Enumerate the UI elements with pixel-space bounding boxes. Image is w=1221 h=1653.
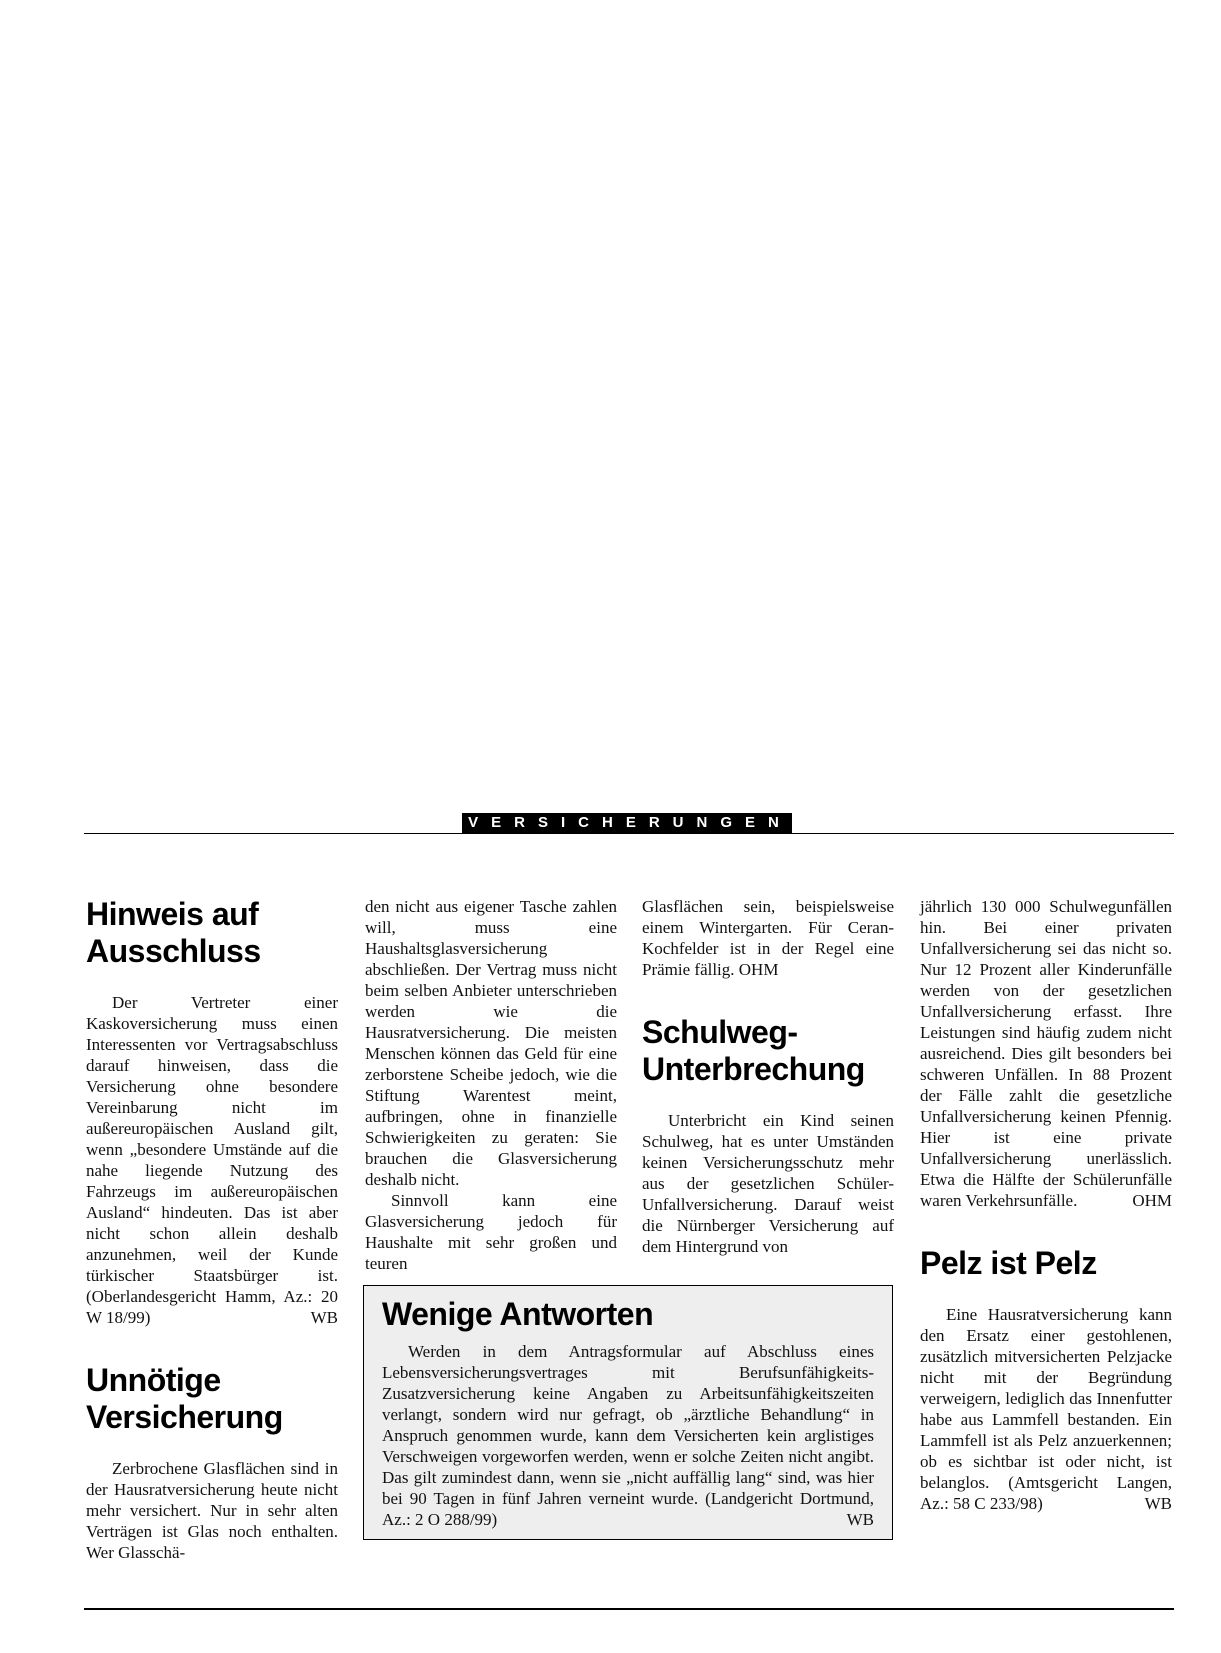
body-schulweg-col3: Unterbricht ein Kind seinen Schulweg, hat es unter Umständen keinen Versicherungsschutz mehr aus der gesetzlichen Schüler-Unfallversicherung. Darauf weist die Nürnberger Versicherung auf dem Hintergrund von bbox=[642, 1111, 894, 1256]
headline-hinweis: Hinweis auf Ausschluss bbox=[86, 896, 261, 969]
body-unnoetig-col1: Zerbrochene Glasflächen sind in der Hausratversicherung heute nicht mehr versichert. Nur in sehr alten Verträgen ist Glas noch enthalten. Wer Glasschä- bbox=[86, 1459, 338, 1562]
section-label: VERSICHERUNGEN bbox=[462, 813, 792, 833]
boxed-article-wenige bbox=[363, 1285, 893, 1540]
headline-schulweg: Schulweg-Unterbrechung bbox=[642, 1014, 865, 1087]
body-schulweg-col4: jährlich 130 000 Schulwegunfällen hin. Bei einer privaten Unfallversicherung sei das nicht so. Nur 12 Prozent aller Kinderunfälle werden von der gesetzlichen Unfallversicherung erfasst. Ihre Leistungen sind häufig zudem nicht ausreichend. Dies gilt besonders bei schweren Unfällen. In 88 Prozent der Fälle zahlt die gesetzliche Unfallversicherung keinen Pfennig. Hier ist eine private Unfallversicherung unerlässlich. Etwa die Hälfte der Schülerunfälle waren Verkehrsunfälle. OHM bbox=[920, 897, 1172, 1210]
body-unnoetig-col2b: Sinnvoll kann eine Glasversicherung jedoch für Haushalte mit sehr großen und teuren bbox=[365, 1191, 617, 1273]
bottom-rule bbox=[84, 1608, 1174, 1610]
body-wenige: Werden in dem Antragsformular auf Abschluss eines Lebensversicherungsvertrages mit Berufsunfähigkeits-Zusatzversicherung keine Angaben zu Arbeitsunfähigkeitszeiten verlangt, sondern wird nur gefragt, ob „ärztliche Behandlung“ in Anspruch genommen wurde, kann dem Versicherten kein arglistiges Verschweigen vorgeworfen werden, wenn er solche Zeiten nicht angibt. Das gilt zumindest dann, wenn sie „nicht auffällig lang“ sind, was hier bei 90 Tagen in fünf Jahren verneint wurde. (Landgericht Dortmund, Az.: 2 O 288/99) WB bbox=[382, 1342, 874, 1529]
headline-pelz: Pelz ist Pelz bbox=[920, 1245, 1097, 1281]
headline-unnoetig: Unnötige Versicherung bbox=[86, 1362, 283, 1435]
column-1 bbox=[86, 896, 338, 1563]
body-hinweis: Der Vertreter einer Kaskoversicherung muss einen Interessenten vor Vertragsabschluss darauf hinweisen, dass die Versicherung ohne besondere Vereinbarung nicht im außereuropäischen Ausland gilt, wenn „besondere Umstände auf die nahe liegende Nutzung des Fahrzeugs im außereuropäischen Ausland“ hindeuten. Das ist aber nicht schon allein deshalb anzunehmen, weil der Kunde türkischer Staatsbürger ist. (Oberlandesgericht Hamm, Az.: 20 W 18/99) WB bbox=[86, 993, 338, 1327]
headline-wenige: Wenige Antworten bbox=[382, 1296, 654, 1332]
signature-pelz: WB bbox=[1144, 1494, 1172, 1513]
column-2 bbox=[365, 896, 617, 1274]
column-3 bbox=[642, 896, 894, 1257]
top-rule bbox=[84, 833, 1174, 834]
body-unnoetig-col3: Glasflächen sein, beispielsweise einem Wintergarten. Für Ceran-Kochfelder ist in der Regel eine Prämie fällig. OHM bbox=[642, 897, 894, 979]
signature-wenige: WB bbox=[846, 1510, 874, 1529]
body-pelz: Eine Hausratversicherung kann den Ersatz einer gestohlenen, zusätzlich mitversicherten Pelzjacke nicht mit der Begründung verweigern, lediglich das Innenfutter habe aus Lammfell bestanden. Ein Lammfell ist als Pelz anzuerkennen; ob es sichtbar ist oder nicht, ist belanglos. (Amtsgericht Langen, Az.: 58 C 233/98) WB bbox=[920, 1305, 1172, 1513]
body-unnoetig-col2: den nicht aus eigener Tasche zahlen will, muss eine Haushaltsglasversicherung abschließen. Der Vertrag muss nicht beim selben Anbieter unterschrieben werden wie die Hausratversicherung. Die meisten Menschen können das Geld für eine zerborstene Scheibe jedoch, wie die Stiftung Warentest meint, aufbringen, ohne in finanzielle Schwierigkeiten zu geraten: Sie brauchen die Glasversicherung deshalb nicht. bbox=[365, 897, 617, 1189]
column-4 bbox=[920, 896, 1172, 1514]
signature-hinweis: WB bbox=[310, 1308, 338, 1327]
signature-schulweg: OHM bbox=[1132, 1191, 1172, 1210]
